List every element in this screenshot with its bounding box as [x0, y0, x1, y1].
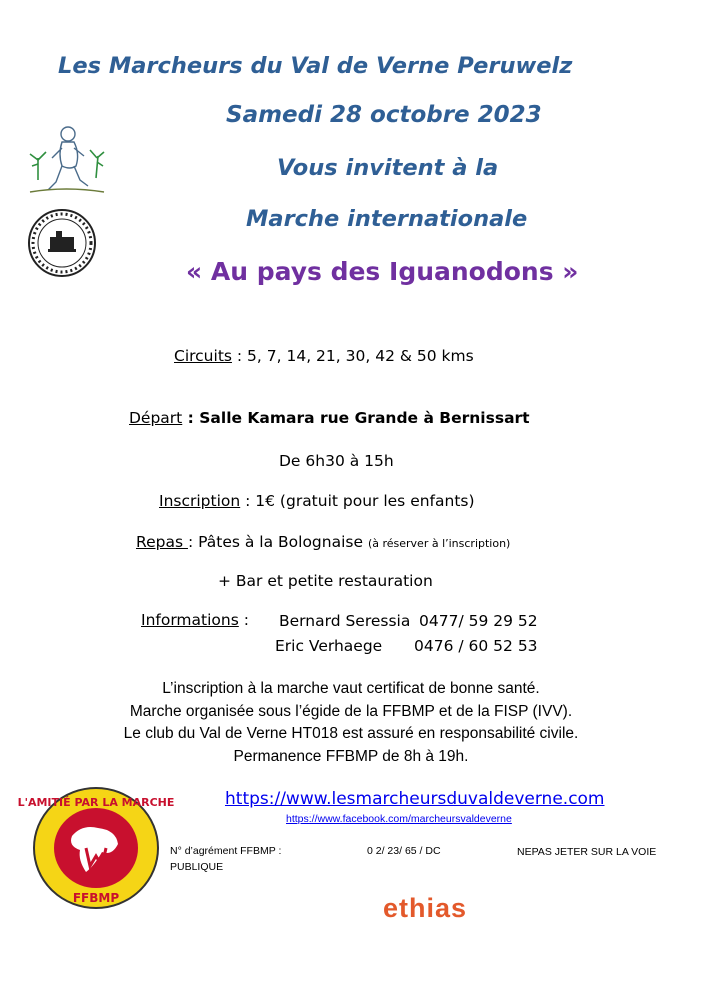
repas-note: (à réserver à l’inscription): [367, 537, 511, 550]
event-name: Marche internationale: [246, 206, 528, 232]
website-link[interactable]: https://www.lesmarcheursduvaldeverne.com: [225, 789, 605, 809]
inscription-label: Inscription: [159, 492, 241, 510]
bar-line: + Bar et petite restauration: [218, 572, 433, 590]
info-label: Informations: [141, 611, 239, 629]
info-separator: :: [238, 611, 249, 629]
badge-bottom-text: FFBMP: [72, 891, 120, 905]
circuits-line: [174, 347, 474, 365]
note-line: Le club du Val de Verne HT018 est assuré en responsabilité civile.: [123, 725, 579, 742]
circuits-value: : 5, 7, 14, 21, 30, 42 & 50 kms: [231, 347, 474, 365]
depart-line: [129, 409, 530, 427]
contact2-phone: 0476 / 60 52 53: [414, 637, 538, 655]
repas-label: Repas: [136, 533, 188, 551]
note-line: Marche organisée sous l’égide de la FFBMP et de la FISP (IVV).: [129, 702, 573, 720]
badge-top-text: L'AMITIÉ PAR LA MARCHE: [17, 796, 175, 809]
facebook-link[interactable]: https://www.facebook.com/marcheursvaldeverne: [286, 813, 512, 825]
event-date: Samedi 28 octobre 2023: [226, 102, 542, 128]
notes-block: [0, 678, 702, 768]
hours-line: De 6h30 à 15h: [279, 452, 394, 470]
repas-line: [136, 533, 510, 551]
inscription-value: : 1€ (gratuit pour les enfants): [240, 492, 475, 510]
agrement-number: 0 2/ 23/ 65 / DC: [367, 845, 441, 857]
depart-value: : Salle Kamara rue Grande à Bernissart: [182, 409, 530, 427]
note-line: L’inscription à la marche vaut certificat de bonne santé.: [162, 680, 540, 697]
info-line: [141, 611, 249, 629]
circuits-label: Circuits: [174, 347, 232, 365]
ethias-logo: ethias: [383, 893, 468, 923]
contact1-phone: 0477/ 59 29 52: [419, 612, 538, 630]
repas-value: : Pâtes à la Bolognaise: [187, 533, 368, 551]
depart-label: Départ: [129, 409, 183, 427]
walker-logo: [26, 122, 106, 200]
agrement-label: N° d’agrément FFBMP :: [170, 845, 282, 857]
invite-line: Vous invitent à la: [277, 155, 499, 181]
no-litter-continued: PUBLIQUE: [170, 861, 224, 873]
club-seal-logo: [26, 207, 98, 279]
club-title: Les Marcheurs du Val de Verne Peruwelz: [58, 53, 573, 79]
contact1-name: Bernard Seressia: [279, 612, 411, 630]
contact2-name: Eric Verhaege: [275, 637, 383, 655]
event-theme: « Au pays des Iguanodons »: [186, 257, 579, 286]
ffbmp-badge: [17, 786, 175, 910]
inscription-line: [159, 492, 475, 510]
note-line: Permanence FFBMP de 8h à 19h.: [233, 747, 469, 765]
no-litter-notice: NEPAS JETER SUR LA VOIE: [517, 846, 657, 858]
